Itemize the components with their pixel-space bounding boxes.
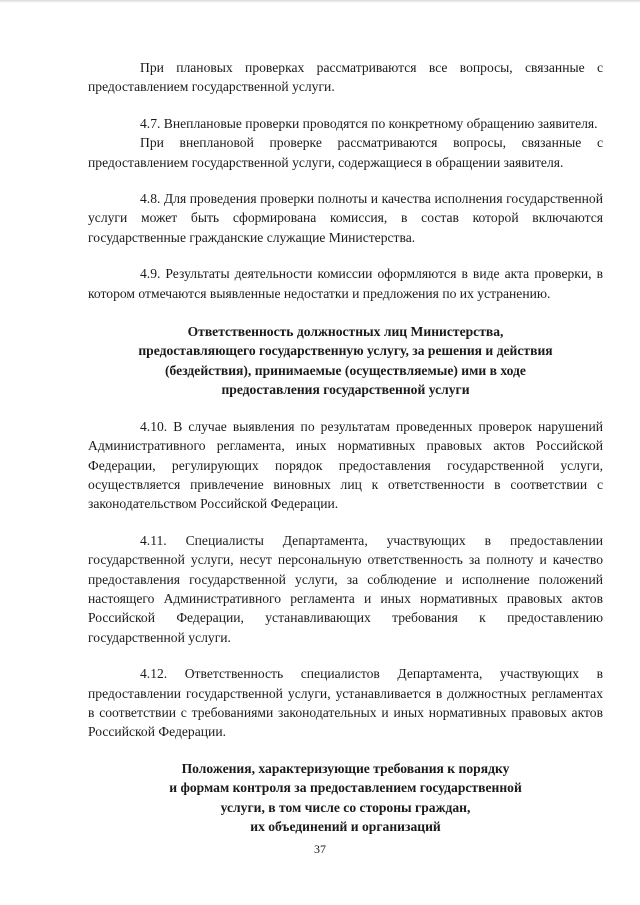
paragraph-unplanned-check: При внеплановой проверке рассматриваются вопросы, связанные с предоставлением государственной услуги, содержащиеся в обращении заявителя. (88, 135, 603, 170)
heading-line: (бездействия), принимаемые (осуществляемые) ими в ходе (165, 362, 526, 378)
heading-line: предоставления государственной услуги (221, 382, 470, 398)
scan-edge (0, 0, 640, 3)
section-heading-control-requirements (88, 759, 603, 837)
section-heading-responsibility (88, 322, 603, 400)
page-number: 37 (314, 842, 326, 856)
paragraph-4-7: 4.7. Внеплановые проверки проводятся по конкретному обращению заявителя. (140, 115, 598, 131)
heading-line: Положения, характеризующие требования к порядку (181, 760, 510, 776)
heading-line: Ответственность должностных лиц Министерства, (187, 324, 504, 340)
heading-line: и формам контроля за предоставлением государственной (169, 780, 522, 796)
paragraph-4-10: 4.10. В случае выявления по результатам проведенных проверок нарушений Административного регламента, иных нормативных правовых актов Российской Федерации, регулирующих порядок предоставления государственной услуги, осуществляется привлечение виновных лиц к ответственности в соответствии с законодательством Российской Федерации. (88, 418, 603, 512)
heading-line: услуги, в том числе со стороны граждан, (220, 799, 471, 815)
paragraph-4-11: 4.11. Специалисты Департамента, участвующих в предоставлении государственной услуги, несут персональную ответственность за полноту и качество предоставления государственной услуги, за соблюдение и исполнение положений настоящего Административного регламента и иных нормативных правовых актов Российской Федерации, устанавливающих требования к предоставлению государственной услуги. (88, 532, 603, 645)
heading-line: предоставляющего государственную услугу, за решения и действия (138, 343, 553, 359)
paragraph-4-12: 4.12. Ответственность специалистов Департамента, участвующих в предоставлении государственной услуги, устанавливается в должностных регламентах в соответствии с требованиями законодательных и иных нормативных правовых актов Российской Федерации. (88, 666, 603, 740)
paragraph-4-8: 4.8. Для проведения проверки полноты и качества исполнения государственной услуги может быть сформирована комиссия, в состав которой включаются государственные гражданские служащие Министерства. (88, 191, 603, 245)
heading-line: их объединений и организаций (250, 819, 441, 834)
paragraph-4-9: 4.9. Результаты деятельности комиссии оформляются в виде акта проверки, в котором отмечаются выявленные недостатки и предложения по их устранению. (88, 266, 603, 301)
page-content (88, 58, 603, 836)
paragraph-planned-checks: При плановых проверках рассматриваются все вопросы, связанные с предоставлением государственной услуги. (88, 60, 603, 95)
